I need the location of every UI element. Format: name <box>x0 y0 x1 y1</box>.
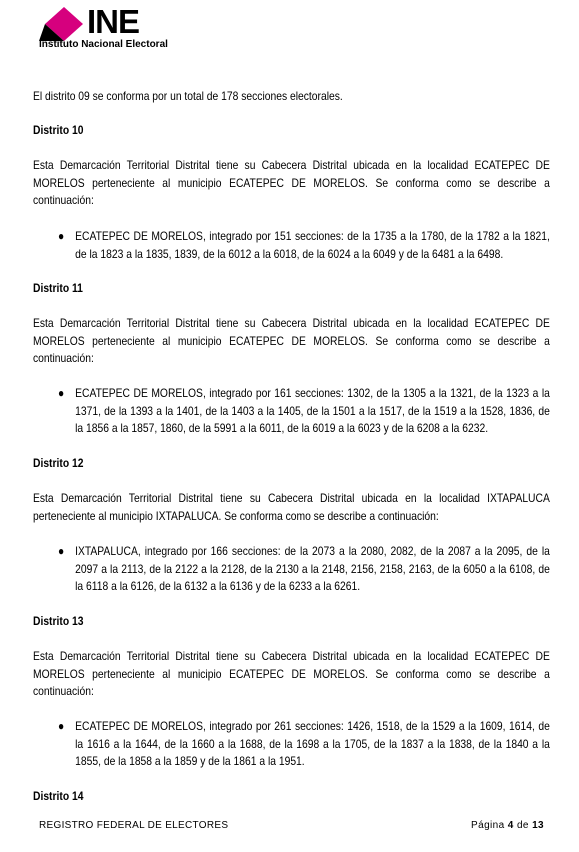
list-item-text: ECATEPEC DE MORELOS, integrado por 161 secciones: 1302, de la 1305 a la 1321, de la 1323 a la 1371, de la 1393 a la 1401, de la 1403 a la 1405, de la 1501 a la 1517, de la 1519 a la 1528, 1836, de la 1856 a la 1857, 1860, de la 5991 a la 6011, de la 6019 a la 6023 y de la 6208 a la 6232. <box>75 386 550 435</box>
bullet-icon: ● <box>57 544 65 558</box>
page-number <box>471 820 544 831</box>
list-item <box>33 543 550 596</box>
page-footer <box>39 820 544 831</box>
bullet-icon: ● <box>57 229 65 243</box>
page-of: de <box>516 820 529 831</box>
list-item <box>33 385 550 438</box>
footer-registry-name: REGISTRO FEDERAL DE ELECTORES <box>39 820 229 831</box>
district-heading: Distrito 11 <box>33 281 83 295</box>
district-heading: Distrito 14 <box>33 789 84 803</box>
district-description: Esta Demarcación Territorial Distrital tiene su Cabecera Distrital ubicada en la localidad ECATEPEC DE MORELOS perteneciente al municipio ECATEPEC DE MORELOS. Se conforma como se describe a continuación: <box>33 649 550 698</box>
bullet-icon: ● <box>57 386 65 400</box>
ine-logo <box>37 3 182 53</box>
page-current: 4 <box>507 820 514 831</box>
district-heading: Distrito 13 <box>33 614 84 628</box>
district-heading: Distrito 10 <box>33 123 84 137</box>
page-total: 13 <box>532 820 544 831</box>
institute-name: Instituto Nacional Electoral <box>39 39 168 50</box>
district-description: Esta Demarcación Territorial Distrital tiene su Cabecera Distrital ubicada en la localidad IXTAPALUCA perteneciente al municipio IXTAPALUCA. Se conforma como se describe a continuación: <box>33 491 550 523</box>
list-item <box>33 718 550 771</box>
bullet-icon: ● <box>57 719 65 733</box>
list-item-text: ECATEPEC DE MORELOS, integrado por 261 secciones: 1426, 1518, de la 1529 a la 1609, 1614, de la 1616 a la 1644, de la 1660 a la 1688, de la 1698 a la 1705, de la 1837 a la 1838, de la 1840 a la 1855, de la 1858 a la 1859 y de la 1861 a la 1951. <box>75 719 550 768</box>
page-word: Página <box>471 820 505 831</box>
intro-paragraph: El distrito 09 se conforma por un total de 178 secciones electorales. <box>33 89 343 103</box>
district-description: Esta Demarcación Territorial Distrital tiene su Cabecera Distrital ubicada en la localidad ECATEPEC DE MORELOS perteneciente al municipio ECATEPEC DE MORELOS. Se conforma como se describe a continuación: <box>33 316 550 365</box>
logo-wordmark: INE <box>87 3 140 40</box>
list-item-text: IXTAPALUCA, integrado por 166 secciones: de la 2073 a la 2080, 2082, de la 2087 a la 2095, de la 2097 a la 2113, de la 2122 a la 2128, de la 2130 a la 2148, 2156, 2158, 2163, de la 6050 a la 6108, de la 6118 a la 6126, de la 6132 a la 6136 y de la 6233 a la 6261. <box>75 544 550 593</box>
district-description: Esta Demarcación Territorial Distrital tiene su Cabecera Distrital ubicada en la localidad ECATEPEC DE MORELOS perteneciente al municipio ECATEPEC DE MORELOS. Se conforma como se describe a continuación: <box>33 158 550 207</box>
ine-diamond-icon <box>37 7 85 41</box>
list-item <box>33 228 550 263</box>
district-heading: Distrito 12 <box>33 456 84 470</box>
list-item-text: ECATEPEC DE MORELOS, integrado por 151 secciones: de la 1735 a la 1780, de la 1782 a la 1821, de la 1823 a la 1835, 1839, de la 6012 a la 6018, de la 6024 a la 6049 y de la 6481 a la 6498. <box>75 229 550 261</box>
